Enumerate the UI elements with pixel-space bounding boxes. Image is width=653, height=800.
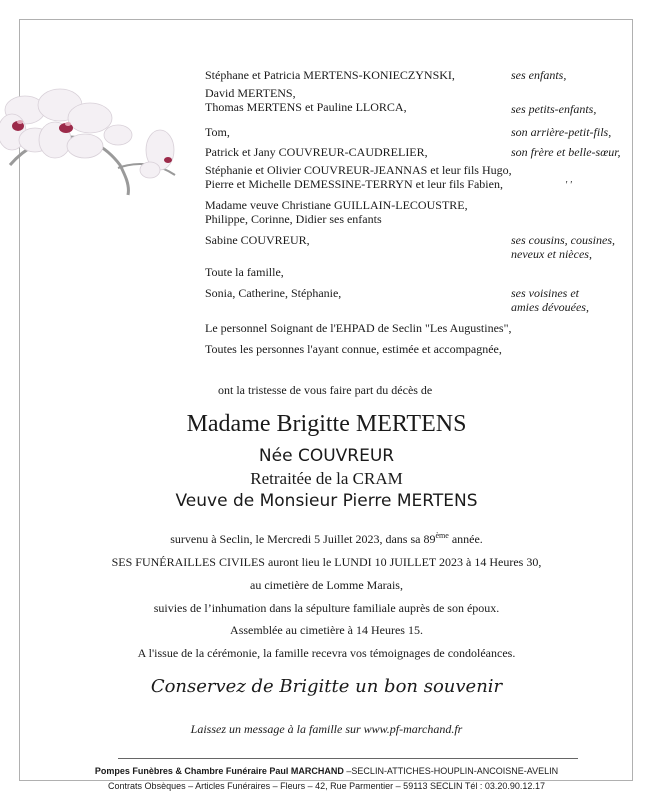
death-date-end: année. <box>448 532 483 546</box>
death-date-line <box>0 531 653 547</box>
remembrance-quote: Conservez de Brigitte un bon souvenir <box>150 676 503 697</box>
relation-label: neveux et nièces, <box>511 247 592 261</box>
assembly-line: Assemblée au cimetière à 14 Heures 15. <box>230 623 423 637</box>
ordinal-suffix: ème <box>435 531 449 540</box>
company-locations: –SECLIN-ATTICHES-HOUPLIN-ANCOISNE-AVELIN <box>343 766 559 776</box>
cemetery-line: au cimetière de Lomme Marais, <box>250 578 403 592</box>
family-line: Stéphane et Patricia MERTENS-KONIECZYNSKI, <box>205 68 455 82</box>
family-line: Pierre et Michelle DEMESSINE-TERRYN et leur fils Fabien, <box>205 177 503 191</box>
announcement-text: ont la tristesse de vous faire part du décès de <box>218 383 433 397</box>
family-line: Madame veuve Christiane GUILLAIN-LECOUSTRE, <box>205 198 468 212</box>
company-name: Pompes Funèbres & Chambre Funéraire Paul MARCHAND <box>94 766 344 776</box>
deceased-name: Madame Brigitte MERTENS <box>186 411 467 437</box>
death-date-text: survenu à Seclin, le Mercredi 5 Juillet 2023, dans sa 89 <box>170 532 436 546</box>
condolences-line: A l'issue de la cérémonie, la famille recevra vos témoignages de condoléances. <box>137 646 516 660</box>
relation-label: ses enfants, <box>511 68 567 82</box>
footer-company <box>0 766 653 776</box>
family-line: Le personnel Soignant de l'EHPAD de Seclin "Les Augustines", <box>205 321 512 335</box>
family-line: Sonia, Catherine, Stéphanie, <box>205 286 342 300</box>
occupation: Retraitée de la CRAM <box>250 469 403 488</box>
relation-label: ses petits-enfants, <box>511 102 597 116</box>
relation-label: son arrière-petit-fils, <box>511 125 612 139</box>
family-line: David MERTENS, <box>205 86 296 100</box>
relation-label: ' ' <box>565 180 572 191</box>
family-line: Tom, <box>205 125 230 139</box>
family-line: Stéphanie et Olivier COUVREUR-JEANNAS et leur fils Hugo, <box>205 163 512 177</box>
burial-line: suivies de l’inhumation dans la sépulture familiale auprès de son époux. <box>153 601 500 615</box>
relation-label: son frère et belle-sœur, <box>511 145 621 159</box>
relation-label: ses cousins, cousines, <box>511 233 615 247</box>
relation-label: amies dévouées, <box>511 300 589 314</box>
message-link[interactable]: Laissez un message à la famille sur www.pf-marchand.fr <box>190 722 463 736</box>
family-line: Thomas MERTENS et Pauline LLORCA, <box>205 100 407 114</box>
funeral-date-line: SES FUNÉRAILLES CIVILES auront lieu le LUNDI 10 JUILLET 2023 à 14 Heures 30, <box>111 555 542 569</box>
maiden-name: Née COUVREUR <box>258 446 395 466</box>
family-line: Patrick et Jany COUVREUR-CAUDRELIER, <box>205 145 428 159</box>
family-line: Toute la famille, <box>205 265 284 279</box>
footer-divider <box>118 758 578 759</box>
family-line: Sabine COUVREUR, <box>205 233 310 247</box>
relation-label: ses voisines et <box>511 286 579 300</box>
family-line: Philippe, Corinne, Didier ses enfants <box>205 212 382 226</box>
footer-contact: Contrats Obsèques – Articles Funéraires – Fleurs – 42, Rue Parmentier – 59113 SECLIN Tél : 03.20.90.12.17 <box>108 781 545 791</box>
family-line: Toutes les personnes l'ayant connue, estimée et accompagnée, <box>205 342 502 356</box>
orchid-flower-icon <box>0 70 185 200</box>
widow-of: Veuve de Monsieur Pierre MERTENS <box>175 491 478 511</box>
